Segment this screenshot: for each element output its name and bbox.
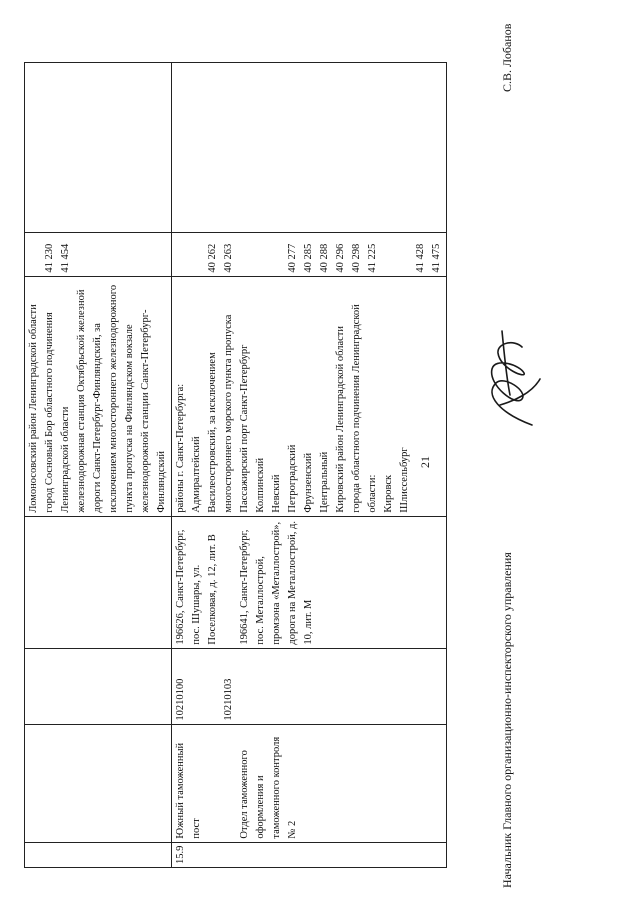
cell-empty (25, 516, 172, 648)
okato-code: 41 475 (431, 243, 442, 273)
cell-empty (25, 62, 172, 232)
okato-code: 41 225 (367, 243, 378, 273)
table-row (172, 62, 447, 867)
cell-empty (25, 648, 172, 724)
region-line: Шлиссельбург (399, 447, 410, 513)
region-line: Колпинский (255, 457, 266, 513)
handwritten-signature (470, 325, 550, 435)
okato-code: 41 230 (44, 243, 55, 273)
region-line: города областного подчинения Ленинградской области: (351, 304, 378, 513)
okato-code: 40 298 (351, 243, 362, 273)
post-name: Южный таможенный пост (175, 742, 202, 839)
region-line: Фрунзенский (303, 452, 314, 513)
region-line: Адмиралтейский (191, 436, 202, 513)
cell-number: 15.9 (172, 842, 447, 867)
okato-code: 41 454 (60, 243, 71, 273)
cell-okato (25, 232, 172, 276)
cell-empty (25, 724, 172, 842)
region-line: Центральный (319, 451, 330, 513)
page-number: 21 (418, 456, 432, 468)
okato-code: 40 285 (303, 243, 314, 273)
dept-code: 10210103 (223, 678, 234, 721)
region-line: Василеостровский, за исключением многостороннего морского пункта пропуска Пассажирский порт Санкт-Петербург (207, 314, 250, 513)
region-line: город Сосновый Бор областного подчинения Ленинградской области (44, 312, 71, 513)
cell-address (172, 516, 447, 648)
okato-code: 40 288 (319, 243, 330, 273)
dept-address: 196641, Санкт-Петербург, пос. Металлострой, промзона «Металлострой», дорога на Металлострой, д. 10, лит. М (239, 521, 314, 645)
dept-name: Отдел таможенного оформления и таможенного контроля № 2 (239, 736, 298, 839)
post-address: 196626, Санкт-Петербург, пос. Шушары, ул. Поселковая, д. 12, лит. В (175, 529, 218, 645)
regions-table (24, 62, 447, 868)
table-row (25, 62, 172, 867)
okato-code: 40 296 (335, 243, 346, 273)
region-line: Кировский район Ленинградской области (335, 326, 346, 513)
cell-regions (172, 276, 447, 516)
post-code: 10210100 (175, 678, 186, 721)
region-line: Невский (271, 474, 282, 513)
okato-code: 40 277 (287, 243, 298, 273)
cell-empty (25, 842, 172, 867)
region-line: Ломоносовский район Ленинградской области (28, 304, 39, 513)
region-line: Петроградский (287, 444, 298, 513)
cell-regions (25, 276, 172, 516)
region-line: железнодорожная станция Октябрьской железной дороги Санкт-Петербург-Финляндский, за исключением многостороннего железнодорожного пункта пропуска на Финляндском вокзале железнодорожной станции Санкт-Петербург-Финляндский (76, 284, 167, 513)
cell-post-code (172, 648, 447, 724)
okato-code: 40 262 (207, 243, 218, 273)
region-line: Кировск (383, 474, 394, 513)
cell-post-name (172, 724, 447, 842)
okato-code: 41 428 (415, 243, 426, 273)
cell-okato (172, 232, 447, 276)
signatory-title: Начальник Главного организационно-инспекторского управления (500, 552, 514, 888)
region-line: районы г. Санкт-Петербурга: (175, 383, 186, 513)
cell-empty (172, 62, 447, 232)
okato-code: 40 263 (223, 243, 234, 273)
signatory-name: С.В. Лобанов (500, 23, 514, 92)
